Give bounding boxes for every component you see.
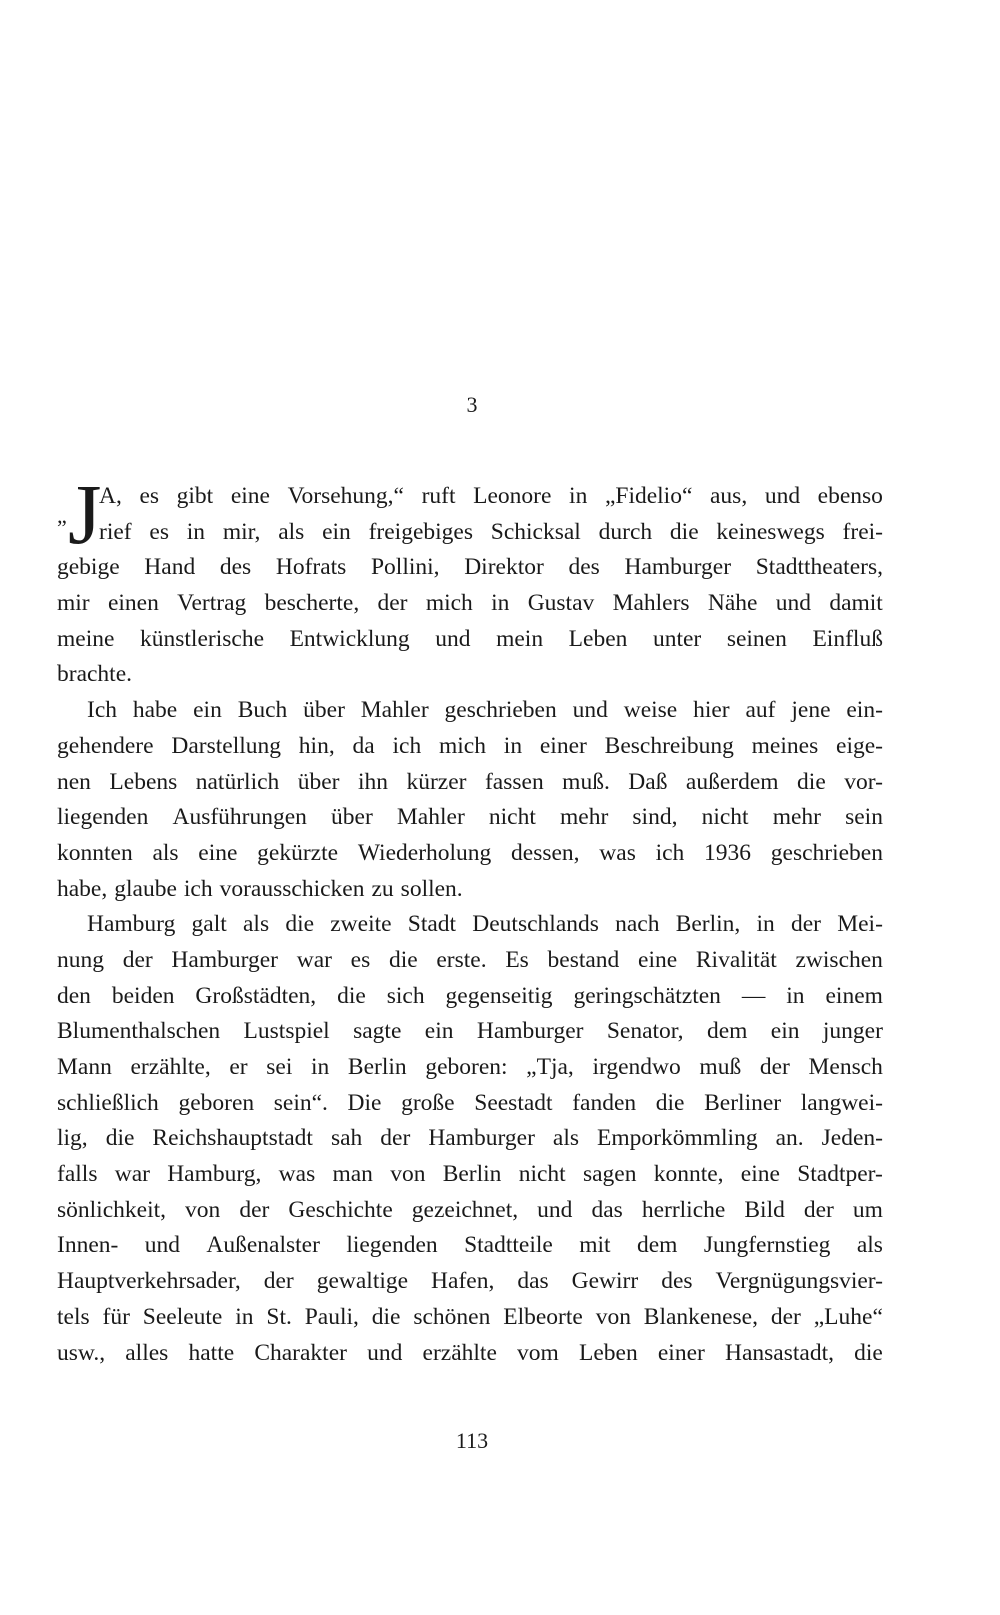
word: hin, <box>298 732 335 759</box>
word: die <box>655 1089 685 1116</box>
word: sind, <box>632 804 678 831</box>
word: sollen. <box>400 875 463 902</box>
word: Vertrag <box>177 590 247 617</box>
word: Wiederholung <box>357 839 492 866</box>
word: einer <box>539 732 587 759</box>
word: lig, <box>57 1125 88 1152</box>
word: Reichshauptstadt <box>152 1125 313 1152</box>
word: erzählte, <box>130 1054 211 1080</box>
word: über <box>303 697 345 724</box>
text-line <box>57 800 883 836</box>
word: des <box>568 554 600 581</box>
word: Blumenthalschen <box>57 1018 221 1045</box>
page-number: 113 <box>455 1428 489 1453</box>
word: Nähe <box>707 590 758 617</box>
word: konnte, <box>653 1161 724 1188</box>
word: vorausschicken <box>219 875 365 902</box>
word: damit <box>829 590 883 617</box>
word: gewaltige <box>316 1268 409 1295</box>
text-line <box>57 836 883 872</box>
word: mir, <box>222 518 261 545</box>
word: ruft <box>421 483 456 509</box>
word: aus, <box>710 483 748 509</box>
word: die <box>669 518 699 545</box>
word: erzählte <box>422 1339 497 1366</box>
word: und <box>537 1196 573 1223</box>
word: brachte. <box>57 661 133 688</box>
word: glaube <box>114 875 177 902</box>
word: was <box>278 1161 316 1188</box>
text-line <box>57 1193 883 1229</box>
word: als <box>278 518 305 545</box>
word: Hamburger <box>428 1125 535 1152</box>
word: eine <box>740 1161 780 1188</box>
word: fanden <box>572 1089 637 1116</box>
word: Hamburger <box>624 554 732 581</box>
word: sönlichkeit, <box>57 1196 166 1223</box>
word: Ausführungen <box>172 804 307 831</box>
word: in <box>786 982 805 1009</box>
text-line <box>57 765 883 801</box>
dropcap-opening-quote: „ <box>57 503 67 528</box>
word: und <box>572 697 608 724</box>
word: Hamburger <box>476 1018 584 1045</box>
word: über <box>297 768 340 795</box>
word: es <box>149 518 169 545</box>
word: Daß <box>628 768 668 795</box>
word: Hamburg, <box>167 1161 262 1188</box>
word: Leonore <box>473 483 552 509</box>
word: mein <box>496 625 544 652</box>
word: Vorsehung,“ <box>287 483 404 509</box>
word: von <box>390 1161 426 1188</box>
word: Senator, <box>606 1018 684 1045</box>
word: Lustspiel <box>243 1018 330 1045</box>
word: um <box>852 1196 883 1223</box>
word: natürlich <box>195 768 280 795</box>
word: Beschreibung <box>604 732 734 759</box>
word: Leben <box>578 1339 638 1366</box>
word: gekürzte <box>257 839 339 866</box>
word: den <box>57 982 91 1009</box>
word: der <box>122 946 153 973</box>
word: als <box>243 911 270 938</box>
word: ein <box>424 1018 454 1045</box>
word: sich <box>386 982 425 1009</box>
word: Mensch <box>808 1054 883 1080</box>
word: Gewirr <box>571 1268 639 1295</box>
word: Berliner <box>704 1089 782 1116</box>
word: Mahlers <box>612 590 690 617</box>
word: Deutschlands <box>472 911 599 938</box>
word: ich <box>183 875 213 902</box>
word: Jeden- <box>821 1125 883 1152</box>
word: Mann <box>57 1054 112 1080</box>
word: Stadt <box>407 911 457 938</box>
word: Lebens <box>109 768 178 795</box>
word: die <box>371 1303 401 1330</box>
word: Stadttheaters, <box>755 554 883 581</box>
body-text <box>57 466 883 1371</box>
word: muß. <box>562 768 610 795</box>
word: seinen <box>726 625 787 652</box>
word: sei <box>266 1054 293 1080</box>
word: Bild <box>744 1196 785 1223</box>
word: bescherte, <box>264 590 360 617</box>
word: kürzer <box>406 768 467 795</box>
word: geboren <box>178 1089 255 1116</box>
word: des <box>661 1268 693 1295</box>
word: sein“. <box>273 1089 328 1116</box>
word: Rivalität <box>695 946 777 973</box>
word: St. <box>266 1303 292 1330</box>
word: die <box>105 1125 135 1152</box>
word: nicht <box>488 804 536 831</box>
word: vom <box>517 1339 559 1366</box>
word: Elbeorte <box>503 1303 583 1330</box>
word: ich <box>655 839 685 866</box>
word: Geschichte <box>288 1196 393 1223</box>
word: Berlin <box>347 1054 407 1080</box>
word: beiden <box>111 982 175 1009</box>
word: fassen <box>484 768 544 795</box>
word: Emporkömmling <box>597 1125 758 1152</box>
word: — <box>741 982 766 1009</box>
word: tels <box>57 1303 90 1330</box>
word: des <box>219 554 252 581</box>
word: galt <box>191 911 227 938</box>
word: einem <box>825 982 883 1009</box>
word: Blankenese, <box>643 1303 758 1330</box>
word: von <box>185 1196 221 1223</box>
word: „Fidelio“ <box>604 483 693 509</box>
text-line <box>57 657 883 693</box>
word: für <box>102 1303 130 1330</box>
word: Innen- <box>57 1232 119 1259</box>
word: Seeleute <box>142 1303 223 1330</box>
word: Charakter <box>254 1339 347 1366</box>
word: einer <box>657 1339 705 1366</box>
word: habe <box>132 697 178 724</box>
text-line <box>57 515 883 551</box>
word: war <box>114 1161 150 1188</box>
word: als <box>552 1125 580 1152</box>
word: das <box>591 1196 623 1223</box>
word: die <box>797 768 826 795</box>
word: junger <box>822 1018 883 1045</box>
text-line <box>57 1336 883 1372</box>
word: der <box>239 1196 270 1223</box>
word: usw., <box>57 1339 106 1366</box>
word: war <box>296 946 332 973</box>
text-line <box>57 586 883 622</box>
word: der <box>263 1268 294 1295</box>
text-line <box>57 979 883 1015</box>
word: Direktor <box>464 554 544 581</box>
word: über <box>331 804 373 831</box>
word: und <box>775 590 812 617</box>
word: „Luhe“ <box>813 1303 883 1330</box>
text-line <box>57 943 883 979</box>
word: Es <box>505 946 529 973</box>
word: der <box>770 1303 801 1330</box>
word: eine <box>230 483 270 509</box>
word: zwischen <box>795 946 883 973</box>
word: bestand <box>547 946 620 973</box>
word: schönen <box>413 1303 491 1330</box>
word: Schicksal <box>490 518 581 545</box>
word: muß <box>699 1054 742 1080</box>
word: gegenseitig <box>445 982 553 1009</box>
word: der <box>377 590 408 617</box>
text-line <box>57 907 883 943</box>
word: frei- <box>842 518 883 545</box>
word: Die <box>347 1089 382 1116</box>
word: zweite <box>330 911 392 938</box>
word: Außenalster <box>206 1232 320 1259</box>
word: Darstellung <box>171 732 281 759</box>
word: der <box>380 1125 411 1152</box>
word: das <box>517 1268 549 1295</box>
word: als <box>152 839 179 866</box>
word: Mei- <box>837 911 883 938</box>
word: von <box>595 1303 631 1330</box>
text-line <box>57 1228 883 1264</box>
word: liegenden <box>57 804 149 831</box>
word: nung <box>57 946 104 973</box>
word: der <box>791 911 822 938</box>
word: langwei- <box>800 1089 883 1116</box>
word: „Tja, <box>526 1054 574 1080</box>
word: Vergnügungsvier- <box>715 1268 883 1295</box>
word: Berlin, <box>675 911 741 938</box>
word: und <box>144 1232 180 1259</box>
word: Hamburg <box>87 911 176 938</box>
text-line <box>57 479 883 515</box>
word: geschrieben <box>444 697 557 724</box>
word: in <box>186 518 206 545</box>
word: Pauli, <box>304 1303 359 1330</box>
word: Gustav <box>527 590 595 617</box>
word: ein <box>770 1018 800 1045</box>
word: ein- <box>846 697 883 724</box>
word: gebige <box>57 554 120 581</box>
word: hatte <box>188 1339 235 1366</box>
word: mir <box>57 590 90 617</box>
word: falls <box>57 1161 98 1188</box>
word: da <box>352 732 375 759</box>
text-line <box>57 1050 883 1086</box>
word: mehr <box>560 804 609 831</box>
word: Berlin <box>442 1161 502 1188</box>
word: Pollini, <box>370 554 440 581</box>
word: mich <box>439 732 486 759</box>
word: nen <box>57 768 91 795</box>
word: Ich <box>87 697 118 724</box>
word: schließlich <box>57 1089 159 1116</box>
word: und <box>435 625 471 652</box>
word: sah <box>330 1125 363 1152</box>
word: außerdem <box>685 768 779 795</box>
word: Hansastadt, <box>724 1339 834 1366</box>
word: Hafen, <box>431 1268 495 1295</box>
chapter-number: 3 <box>466 392 478 417</box>
word: und <box>367 1339 403 1366</box>
word: es <box>350 946 371 973</box>
word: sein <box>845 804 883 831</box>
word: meines <box>751 732 819 759</box>
word: Buch <box>237 697 288 724</box>
word: jene <box>791 697 831 724</box>
text-line <box>57 1300 883 1336</box>
word: meine <box>57 625 115 652</box>
word: in <box>311 1054 330 1080</box>
word: mit <box>579 1232 611 1259</box>
word: keineswegs <box>716 518 825 545</box>
word: ich <box>392 732 422 759</box>
word: und <box>764 483 801 509</box>
word: Großstädten, <box>195 982 317 1009</box>
text-line <box>57 1157 883 1193</box>
word: dem <box>706 1018 748 1045</box>
word: unter <box>652 625 702 652</box>
word: in <box>756 911 775 938</box>
word: zu <box>371 875 394 902</box>
word: die <box>337 982 366 1009</box>
word: Hofrats <box>275 554 347 581</box>
word: herrliche <box>641 1196 726 1223</box>
word: in <box>503 732 523 759</box>
word: rief <box>99 518 132 545</box>
text-line <box>57 550 883 586</box>
word: liegenden <box>346 1232 438 1259</box>
word: Stadtteile <box>464 1232 553 1259</box>
word: habe, <box>57 875 108 902</box>
word: geboren: <box>425 1054 508 1080</box>
word: gehendere <box>57 732 154 759</box>
text-line <box>57 622 883 658</box>
word: eine <box>198 839 238 866</box>
word: in <box>569 483 588 509</box>
word: geringschätzten <box>573 982 721 1009</box>
word: Leben <box>568 625 628 652</box>
text-line <box>57 1121 883 1157</box>
dropcap-letter: J <box>68 466 102 562</box>
word: Hauptverkehrsader, <box>57 1268 241 1295</box>
word: mich <box>425 590 473 617</box>
word: Hamburger <box>171 946 279 973</box>
word: konnten <box>57 839 133 866</box>
word: vor- <box>844 768 883 795</box>
word: irgendwo <box>592 1054 681 1080</box>
word: Mahler <box>360 697 429 724</box>
word: freigebiges <box>368 518 473 545</box>
word: sagen <box>582 1161 637 1188</box>
word: nicht <box>518 1161 566 1188</box>
word: Mahler <box>396 804 465 831</box>
word: weise <box>623 697 678 724</box>
word: an. <box>775 1125 804 1152</box>
word: 1936 <box>704 839 752 866</box>
word: künstlerische <box>140 625 264 652</box>
word: der <box>803 1196 834 1223</box>
word: die <box>854 1339 883 1366</box>
word: der <box>759 1054 790 1080</box>
text-line <box>57 729 883 765</box>
word: A, <box>99 483 122 509</box>
word: sagte <box>353 1018 402 1045</box>
text-line <box>57 1014 883 1050</box>
word: alles <box>125 1339 169 1366</box>
word: in <box>235 1303 254 1330</box>
word: geschrieben <box>770 839 883 866</box>
word: ihn <box>357 768 389 795</box>
word: gezeichnet, <box>411 1196 519 1223</box>
word: hier <box>693 697 730 724</box>
word: ebenso <box>817 483 883 509</box>
word: Jungfernstieg <box>703 1232 831 1259</box>
word: auf <box>745 697 776 724</box>
word: einen <box>107 590 159 617</box>
word: in <box>491 590 510 617</box>
word: Seestadt <box>474 1089 553 1116</box>
word: Hand <box>144 554 196 581</box>
word: was <box>599 839 636 866</box>
word: die <box>285 911 315 938</box>
word: ein <box>193 697 222 724</box>
word: nicht <box>701 804 749 831</box>
word: es <box>139 483 160 509</box>
word: gibt <box>176 483 214 509</box>
word: Einfluß <box>812 625 883 652</box>
word: eige- <box>836 732 883 759</box>
word: große <box>401 1089 455 1116</box>
word: dessen, <box>511 839 580 866</box>
text-line <box>57 1086 883 1122</box>
text-line <box>57 693 883 729</box>
word: Entwicklung <box>289 625 410 652</box>
word: er <box>229 1054 248 1080</box>
text-line <box>57 872 883 908</box>
word: mehr <box>772 804 821 831</box>
word: erste. <box>436 946 487 973</box>
word: eine <box>638 946 678 973</box>
word: als <box>856 1232 883 1259</box>
word: nach <box>615 911 660 938</box>
word: die <box>388 946 418 973</box>
text-line <box>57 1264 883 1300</box>
word: dem <box>636 1232 678 1259</box>
word: durch <box>598 518 653 545</box>
word: ein <box>322 518 351 545</box>
word: man <box>332 1161 373 1188</box>
word: Stadtper- <box>797 1161 883 1188</box>
